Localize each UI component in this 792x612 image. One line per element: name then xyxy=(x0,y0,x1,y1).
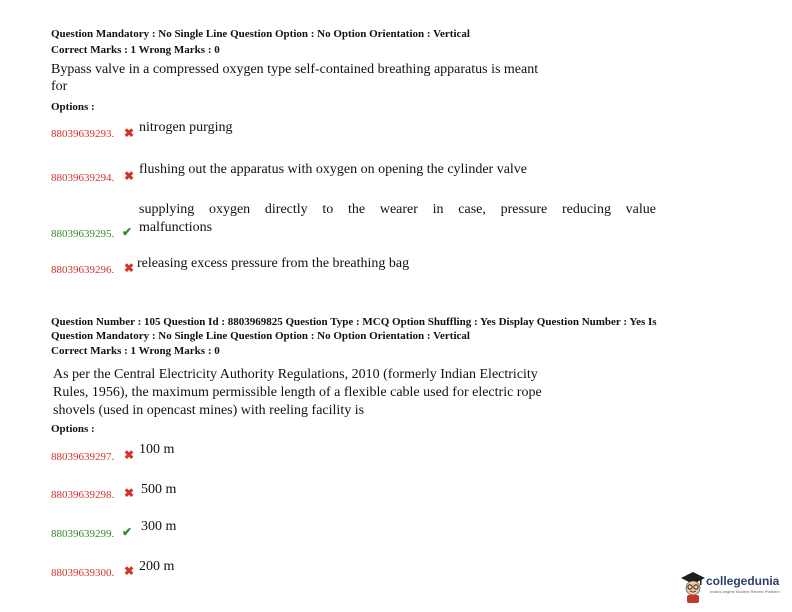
q2-option-3-text: 300 m xyxy=(141,519,177,534)
logo-tagline: India's largest Student Review Platform xyxy=(710,589,780,594)
q1-options-label: Options : xyxy=(51,101,95,113)
q1-question-text-line-1: Bypass valve in a compressed oxygen type self-contained breathing apparatus is meant xyxy=(51,62,539,77)
q1-question-text-line-2: for xyxy=(51,79,68,94)
correct-check-icon: ✔ xyxy=(122,525,133,539)
q2-question-text-line-3: shovels (used in opencast mines) with reeling facility is xyxy=(53,403,365,418)
q2-option-4-text: 200 m xyxy=(139,559,175,574)
q1-option-4-id: 88039639296. xyxy=(51,264,115,276)
q2-meta-line-3: Correct Marks : 1 Wrong Marks : 0 xyxy=(51,345,220,357)
q1-option-1-text: nitrogen purging xyxy=(139,120,233,135)
q1-option-3-id: 88039639295. xyxy=(51,228,115,240)
q2-options-label: Options : xyxy=(51,423,95,435)
wrong-cross-icon: ✖ xyxy=(124,169,135,183)
wrong-cross-icon: ✖ xyxy=(124,448,135,462)
wrong-cross-icon: ✖ xyxy=(124,486,135,500)
q2-question-text-line-1: As per the Central Electricity Authority Regulations, 2010 (formerly Indian Electricity xyxy=(53,367,538,382)
wrong-cross-icon: ✖ xyxy=(124,261,135,275)
q2-meta-line-1: Question Number : 105 Question Id : 8803969825 Question Type : MCQ Option Shuffling : Yes Display Question Number : Yes Is xyxy=(51,316,657,328)
q1-meta-line-2: Correct Marks : 1 Wrong Marks : 0 xyxy=(51,44,220,56)
q1-meta-line-1: Question Mandatory : No Single Line Question Option : No Option Orientation : Vertical xyxy=(51,28,470,40)
q2-option-2-text: 500 m xyxy=(141,482,177,497)
wrong-cross-icon: ✖ xyxy=(124,564,135,578)
q2-option-1-text: 100 m xyxy=(139,442,175,457)
q2-question-text-line-2: Rules, 1956), the maximum permissible length of a flexible cable used for electric rope xyxy=(53,385,542,400)
q1-option-2-text: flushing out the apparatus with oxygen on opening the cylinder valve xyxy=(139,162,528,177)
q2-option-4-id: 88039639300. xyxy=(51,567,115,579)
wrong-cross-icon: ✖ xyxy=(124,126,135,140)
q1-option-1-id: 88039639293. xyxy=(51,128,115,140)
correct-check-icon: ✔ xyxy=(122,225,133,239)
q2-meta-line-2: Question Mandatory : No Single Line Question Option : No Option Orientation : Vertical xyxy=(51,330,470,342)
q1-option-3-text-line-2: malfunctions xyxy=(139,220,213,235)
q1-option-4-text: releasing excess pressure from the breathing bag xyxy=(137,256,410,271)
logo-brand-text: collegedunia xyxy=(706,574,780,588)
q1-option-3-text-line-1: supplying oxygen directly to the wearer in case, pressure reducing value xyxy=(139,202,656,217)
q1-option-2-id: 88039639294. xyxy=(51,172,115,184)
collegedunia-logo xyxy=(680,568,788,606)
q2-option-3-id: 88039639299. xyxy=(51,528,115,540)
q2-option-2-id: 88039639298. xyxy=(51,489,115,501)
q2-option-1-id: 88039639297. xyxy=(51,451,115,463)
graduate-mascot-icon xyxy=(680,570,706,604)
